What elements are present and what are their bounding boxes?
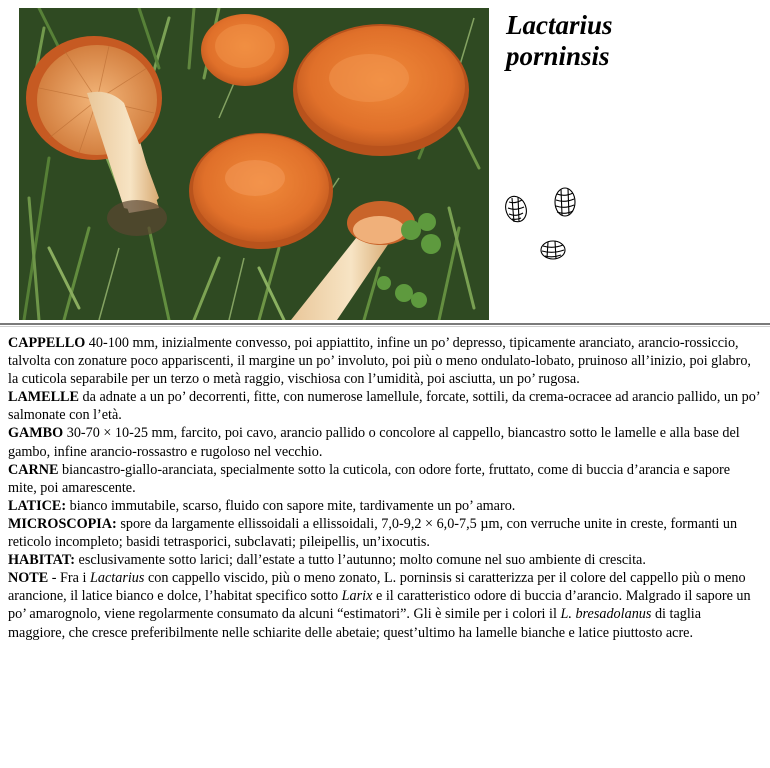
section-cappello [8, 334, 760, 388]
section-text: biancastro-giallo-aranciata, specialmente sotto la cuticola, con odore forte, fruttato, come di buccia d’arancia e sapore mite, poi amarescente. [8, 461, 731, 496]
spore-illustration [500, 180, 590, 270]
section-text: spore da largamente ellissoidali a ellissoidali, 7,0-9,2 × 6,0-7,5 µm, con verruche unite in creste, formanti un reticolo incompleto; basidi tetrasporici, subclavati; pileipellis, un’ixocutis. [8, 515, 738, 551]
section-label: GAMBO [8, 425, 64, 442]
section-latice [8, 497, 760, 515]
section-text: - Fra i [48, 570, 90, 587]
section-text: esclusivamente sotto larici; dall’estate a tutto l’autunno; molto comune nel suo ambiente di crescita. [75, 552, 646, 569]
section-lamelle [8, 388, 760, 424]
species-description [8, 334, 760, 642]
italic-larix: Larix [341, 588, 373, 605]
section-label: MICROSCOPIA: [8, 515, 117, 532]
section-text: e il caratteristico odore di buccia d’arancio. Malgrado il sapore un po’ amarognolo, viene regolarmente consumato da alcuni “estimatori”. Gli è simile per i colori il [8, 588, 751, 623]
italic-genus: Lactarius [90, 570, 145, 587]
section-label: LAMELLE [8, 389, 79, 406]
divider [0, 323, 770, 327]
section-note [8, 569, 760, 641]
section-carne [8, 461, 760, 497]
mushroom-photo [19, 8, 489, 320]
section-text: da adnate a un po’ decorrenti, fitte, con numerose lamellule, forcate, sottili, da crema-ocracee ad arancio pallido, un po’ salmonate con l’età. [8, 389, 760, 424]
section-text: 30-70 × 10-25 mm, farcito, poi cavo, arancio pallido o concolore al cappello, biancastro sotto le lamelle e alla base del gambo, infine arancio-rossastro e rugoloso nel vecchio. [8, 425, 740, 460]
genus-name: Lactarius [506, 10, 613, 40]
section-label: CAPPELLO [8, 335, 86, 351]
section-label: CARNE [8, 461, 59, 478]
species-epithet: porninsis [506, 41, 610, 71]
section-label: LATICE: [8, 497, 67, 514]
section-label: NOTE [8, 570, 49, 587]
section-text: con cappello viscido, più o meno zonato, L. porninsis si caratterizza per il colore del cappello più o meno arancione, il latice bianco e dolce, l’habitat specifico sotto [8, 570, 746, 605]
species-title [506, 10, 613, 72]
section-text: bianco immutabile, scarso, fluido con sapore mite, tardivamente un po’ amaro. [66, 497, 516, 514]
italic-species: L. bresadolanus [560, 606, 652, 623]
section-microscopia [8, 515, 760, 551]
section-habitat [8, 551, 760, 569]
section-text: 40-100 mm, inizialmente convesso, poi appiattito, infine un po’ depresso, tipicamente aranciato, arancio-rossiccio, talvolta con zonature poco appariscenti, il margine un po’ involuto, poi più o meno ondulato-lobato, pruinoso all’inizio, poi glabro, la cuticola separabile per un terzo o metà raggio, vischiosa con l’umidità, poi asciutta, un po’ rugosa. [8, 335, 751, 388]
section-gambo [8, 424, 760, 460]
section-label: HABITAT: [8, 552, 75, 569]
section-text: di taglia maggiore, che cresce preferibilmente nelle schiarite delle abetaie; quest’ultimo ha lamelle bianche e latice piuttosto acre. [8, 606, 702, 641]
